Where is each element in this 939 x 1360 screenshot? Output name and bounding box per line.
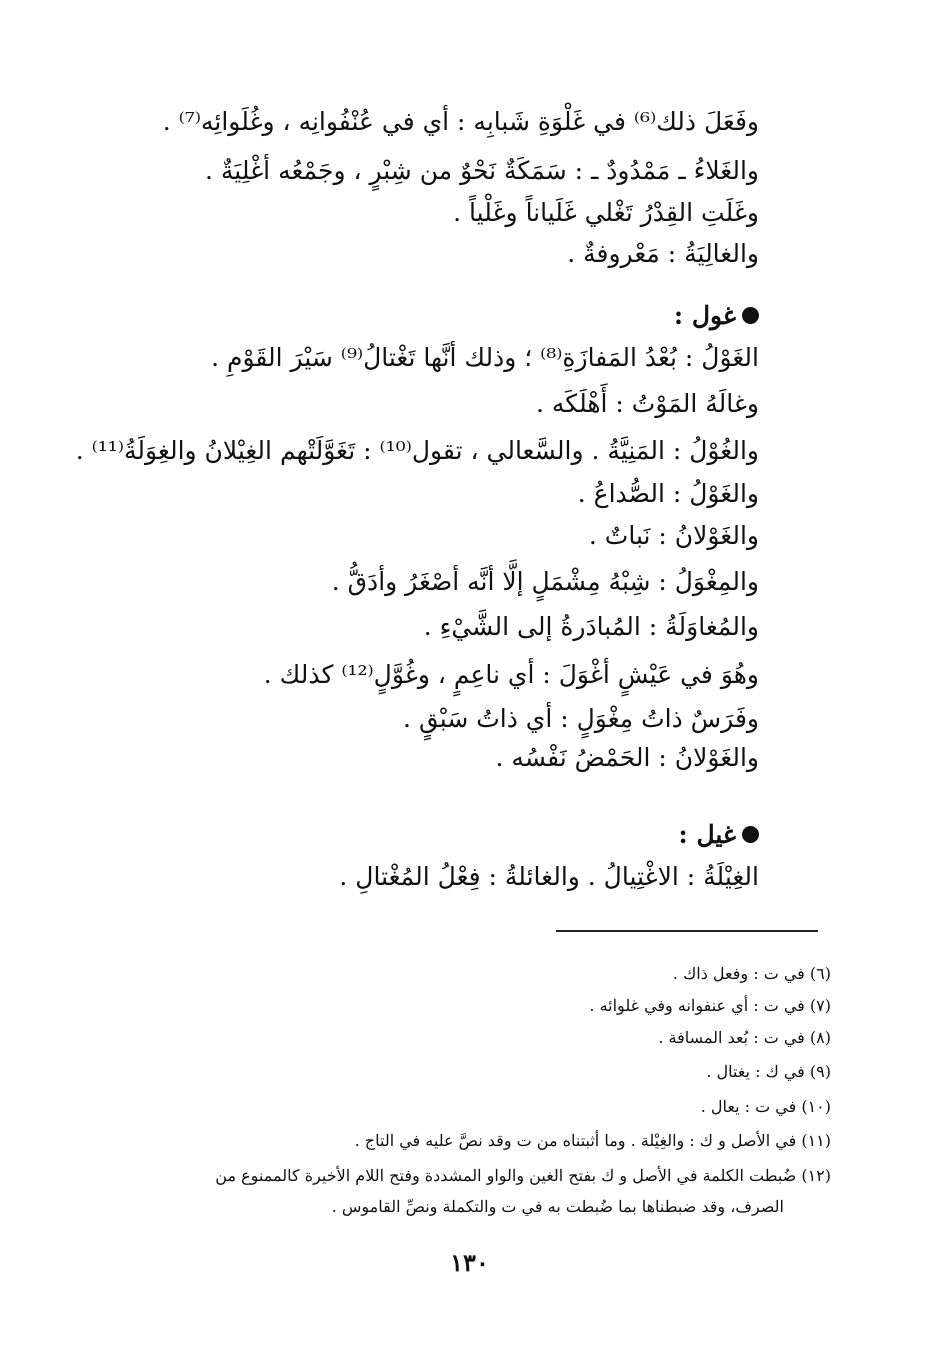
entry-line: والغُوْلُ : المَنِيَّةُ . والسَّعالي ، تقول⁽¹⁰⁾ : تَغَوَّلَتْهم الغِيْلانُ والغِوَلَةُ⁽¹¹⁾ .	[75, 436, 759, 465]
entry-line: والغَوْلانُ : الحَمْضُ نَفْسُه .	[495, 743, 759, 772]
footnote: (٨) في ت : بُعد المسافة .	[658, 1028, 831, 1047]
entry-line: والغَوْلانُ : نَباتٌ .	[588, 521, 759, 550]
page-number: ١٣٠	[450, 1248, 489, 1277]
section-heading-ghul	[674, 296, 759, 336]
footnote: (١٢) ضُبطت الكلمة في الأصل و ك بفتح الغين والواو المشددة وفتح اللام الأخيرة كالممنوع من	[215, 1166, 831, 1185]
bullet-icon	[742, 307, 759, 324]
entry-line: وهُوَ في عَيْشٍ أغْوَلَ : أي ناعِمٍ ، وغُوَّلٍ⁽¹²⁾ كذلك .	[263, 660, 759, 689]
entry-line: وفَرَسٌ ذاتُ مِغْوَلٍ : أي ذاتُ سَبْقٍ .	[403, 704, 759, 733]
footnote: (٦) في ت : وفعل ذاك .	[672, 964, 831, 983]
heading-text: غول :	[673, 301, 736, 330]
entry-line: والغَلاءُ ـ مَمْدُودٌ ـ : سَمَكَةٌ نَحْوٌ من شِبْرٍ ، وجَمْعُه أغْلِيَةٌ .	[204, 156, 759, 185]
entry-line: وغَلَتِ القِدْرُ تَغْلي غَلَياناً وغَلْياً .	[453, 198, 759, 227]
footnote: (٧) في ت : أي عنفوانه وفي غلوائه .	[589, 996, 831, 1015]
bullet-icon	[742, 826, 759, 843]
section-heading-ghil	[679, 815, 759, 855]
entry-line: والمِغْوَلُ : شِبْهُ مِشْمَلٍ إلَّا أنَّه أصْغَرُ وأدَقُّ .	[331, 567, 759, 596]
heading-text: غيل :	[678, 820, 736, 849]
footnote: (١٠) في ت : يعال .	[700, 1097, 831, 1116]
entry-line: والغالِيَةُ : مَعْروفةٌ .	[567, 239, 759, 268]
entry-line: الغِيْلَةُ : الاغْتِيالُ . والغائلةُ : فِعْلُ المُغْتالِ .	[339, 862, 759, 891]
footnote-continuation: الصرف، وقد ضبطناها بما ضُبطت به في ت والتكملة ونصِّ القاموس .	[331, 1197, 784, 1216]
entry-line: وفَعَلَ ذلك⁽⁶⁾ في غَلْوَةِ شَبابِه : أي في عُنْفُوانِه ، وغُلَوائِه⁽⁷⁾ .	[162, 107, 759, 136]
entry-line: والغَوْلُ : الصُّداعُ .	[577, 479, 759, 508]
footnote: (٩) في ك : يغتال .	[706, 1062, 831, 1081]
footnote-separator	[556, 930, 818, 932]
entry-line: والمُغاوَلَةُ : المُبادَرةُ إلى الشَّيْءِ .	[423, 612, 759, 641]
entry-line: وغالَهُ المَوْتُ : أَهْلَكَه .	[535, 389, 759, 418]
entry-line: الغَوْلُ : بُعْدُ المَفازَةِ⁽⁸⁾ ؛ وذلك أنَّها تَغْتالُ⁽⁹⁾ سَيْرَ القَوْمِ .	[211, 343, 759, 372]
footnote: (١١) في الأصل و ك : والغِيْلة . وما أثبتناه من ت وقد نصَّ عليه في التاج .	[354, 1131, 831, 1150]
